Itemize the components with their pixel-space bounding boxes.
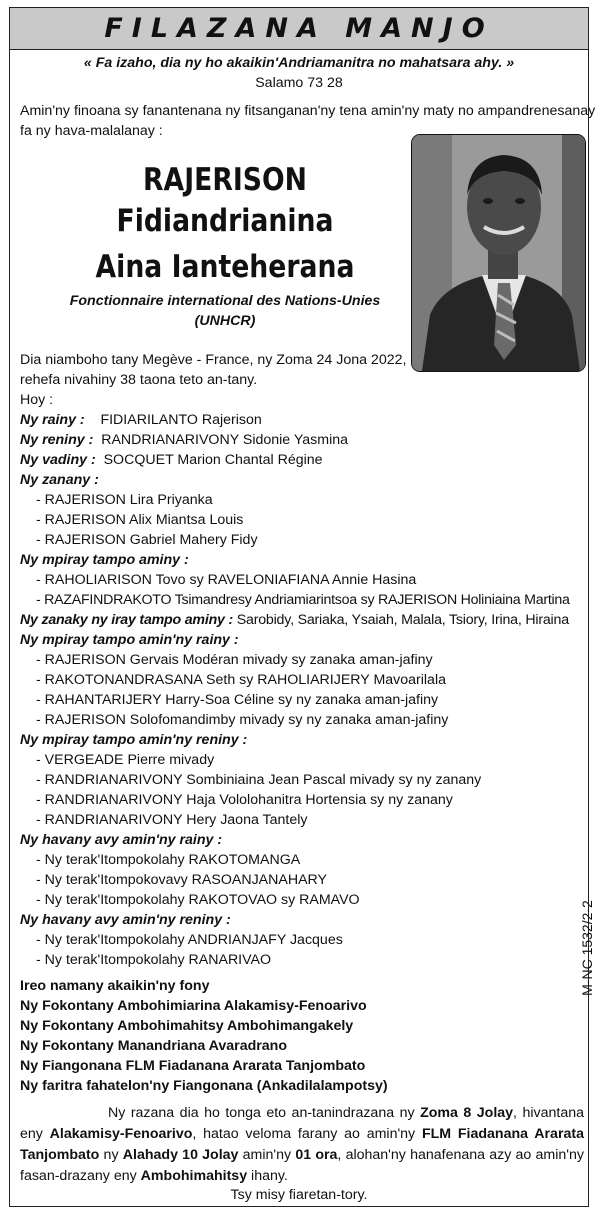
portrait-photo [411, 134, 586, 372]
funeral-church: FLM Fiadanana Ararata Tanjombato [20, 1126, 584, 1163]
deceased-name-line-2: Fidiandrianina [116, 203, 334, 239]
neighbor-line: Ireo namany akaikin'ny fony [20, 978, 210, 994]
funeral-text: Ny razana dia ho tonga eto an-tanindrazana ny [108, 1105, 421, 1121]
list-item: - RAJERISON Gabriel Mahery Fidy [36, 532, 258, 548]
neighbor-line: Ny Fokontany Ambohimahitsy Ambohimangakely [20, 1018, 354, 1034]
mother-label: Ny reniny : [20, 432, 94, 448]
children-label: Ny zanany : [20, 472, 99, 488]
father-name: FIDIARILANTO Rajerison [100, 412, 262, 428]
arrival-place: Alakamisy-Fenoarivo [49, 1126, 193, 1142]
arrival-date: Zoma 8 Jolay [420, 1105, 514, 1121]
deceased-name-line-1: RAJERISON [143, 162, 307, 198]
list-item: - RAJERISON Gervais Modéran mivady sy zanaka aman-jafiny [36, 652, 433, 668]
neighbor-line: Ny Fiangonana FLM Fiadanana Ararata Tanjombato [20, 1058, 366, 1074]
list-item: - RAZAFINDRAKOTO Tsimandresy Andriamiarintsoa sy RAJERISON Holiniaina Martina [36, 592, 570, 608]
list-item: - RANDRIANARIVONY Sombiniaina Jean Pascal mivady sy ny zanany [36, 772, 482, 788]
father-label: Ny rainy : [20, 412, 85, 428]
wife-row [20, 450, 323, 470]
father-relatives-label: Ny havany avy amin'ny rainy : [20, 832, 223, 848]
list-item: - Ny terak'Itompokolahy RAKOTOMANGA [36, 852, 301, 868]
list-item: - VERGEADE Pierre mivady [36, 752, 215, 768]
header-title: FILAZANA MANJO [104, 13, 494, 44]
mother-relatives-label: Ny havany avy amin'ny reniny : [20, 912, 231, 928]
list-item: - Ny terak'Itompokolahy ANDRIANJAFY Jacques [36, 932, 343, 948]
list-item: - Ny terak'Itompokovavy RASOANJANAHARY [36, 872, 328, 888]
mother-siblings-label: Ny mpiray tampo amin'ny reniny : [20, 732, 248, 748]
obituary-frame [9, 7, 596, 1207]
list-item: - RAHANTARIJERY Harry-Soa Céline sy ny zanaka aman-jafiny [36, 692, 439, 708]
bible-reference: Salamo 73 28 [255, 75, 343, 91]
deceased-title-line-1: Fonctionnaire international des Nations-Unies [69, 293, 381, 309]
neighbor-line: Ny faritra fahatelon'ny Fiangonana (Ankadilalampotsy) [20, 1078, 388, 1094]
burial-place: Ambohimahitsy [140, 1168, 248, 1184]
death-line-1: Dia niamboho tany Megève - France, ny Zoma 24 Jona 2022, [20, 352, 407, 368]
reference-code: M-NC 1532/2-2 [579, 900, 595, 996]
intro-line-2: fa ny hava-malalanay : [20, 123, 163, 139]
list-item: - Ny terak'Itompokolahy RAKOTOVAO sy RAMAVO [36, 892, 360, 908]
neighbor-line: Ny Fokontany Manandriana Avaradrano [20, 1038, 287, 1054]
list-item: - RAJERISON Solofomandimby mivady sy ny zanaka aman-jafiny [36, 712, 449, 728]
intro-line-1: Amin'ny finoana sy fanantenana ny fitsanganan'ny tena amin'ny maty no ampandrenesanay [20, 103, 596, 119]
mother-name: RANDRIANARIVONY Sidonie Yasmina [101, 432, 349, 448]
nieces-names: Sarobidy, Sariaka, Ysaiah, Malala, Tsiory, Irina, Hiraina [236, 612, 569, 628]
hoy-label: Hoy : [20, 392, 54, 408]
funeral-text: , hatao veloma farany ao amin'ny [192, 1126, 422, 1142]
mother-row [20, 430, 348, 450]
list-item: - RAJERISON Lira Priyanka [36, 492, 213, 508]
list-item: - RAHOLIARISON Tovo sy RAVELONIAFIANA Annie Hasina [36, 572, 417, 588]
list-item: - RAJERISON Alix Miantsa Louis [36, 512, 244, 528]
neighbor-line: Ny Fokontany Ambohimiarina Alakamisy-Fenoarivo [20, 998, 367, 1014]
list-item: - Ny terak'Itompokolahy RANARIVAO [36, 952, 272, 968]
death-line-2: rehefa nivahiny 38 taona teto an-tany. [20, 372, 258, 388]
funeral-time: 01 ora [295, 1147, 338, 1163]
closing-line: Tsy misy fiaretan-tory. [230, 1187, 368, 1203]
wife-name: SOCQUET Marion Chantal Régine [103, 452, 323, 468]
nieces-label: Ny zanaky ny iray tampo aminy : [20, 612, 233, 628]
funeral-text: , alohan'ny hanafenana azy ao amin'ny fasan-drazany eny [20, 1147, 584, 1184]
funeral-paragraph [20, 1103, 584, 1187]
list-item: - RANDRIANARIVONY Haja Vololohanitra Hortensia sy ny zanany [36, 792, 453, 808]
funeral-date: Alahady 10 Jolay [122, 1147, 239, 1163]
deceased-name-line-3: Aina Ianteherana [95, 249, 355, 285]
father-siblings-label: Ny mpiray tampo amin'ny rainy : [20, 632, 239, 648]
bible-quote: « Fa izaho, dia ny ho akaikin'Andriamanitra no mahatsara ahy. » [83, 55, 515, 71]
nieces-row [20, 610, 569, 630]
father-row [20, 410, 262, 430]
funeral-text: , hivantana eny [20, 1105, 585, 1142]
wife-label: Ny vadiny : [20, 452, 96, 468]
list-item: - RANDRIANARIVONY Hery Jaona Tantely [36, 812, 308, 828]
siblings-label: Ny mpiray tampo aminy : [20, 552, 189, 568]
funeral-text: amin'ny [238, 1147, 296, 1163]
funeral-text: ny [99, 1147, 123, 1163]
header-banner [10, 8, 588, 50]
funeral-text: ihany. [247, 1168, 288, 1184]
list-item: - RAKOTONANDRASANA Seth sy RAHOLIARIJERY Mavoarilala [36, 672, 446, 688]
deceased-title-line-2: (UNHCR) [194, 313, 256, 329]
